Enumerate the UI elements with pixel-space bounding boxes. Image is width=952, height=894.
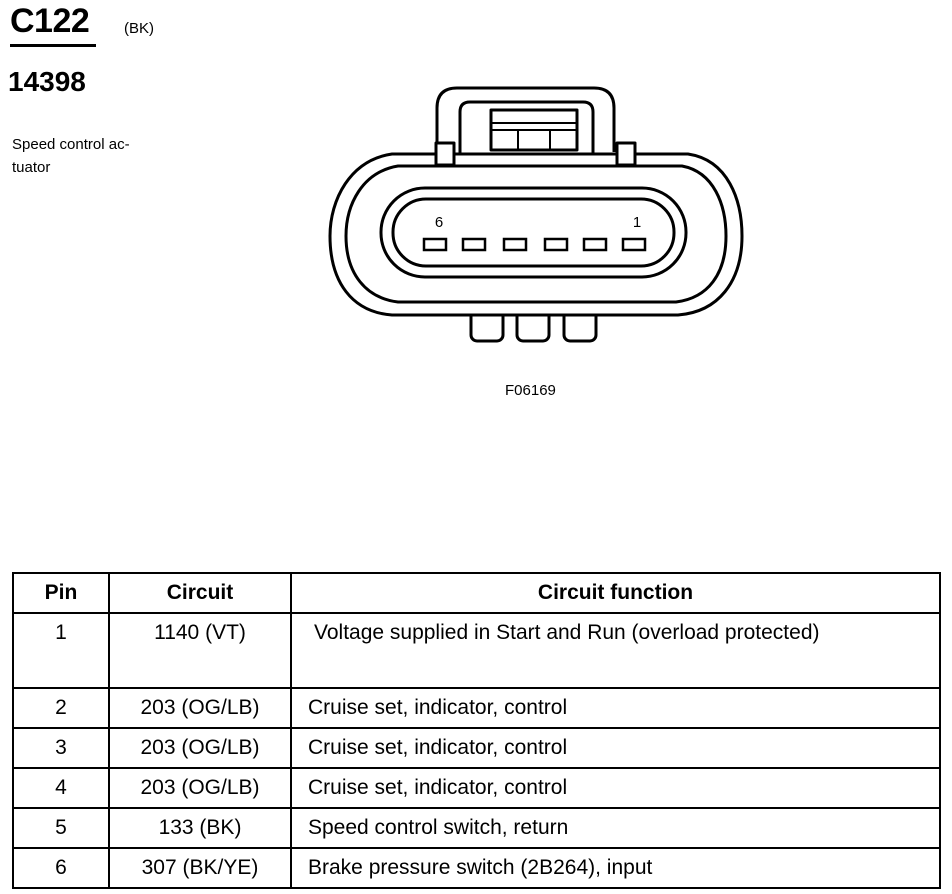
table-header-row (13, 573, 940, 613)
table-row (13, 613, 940, 688)
circuit-code: 203 (OG/LB) (109, 728, 291, 768)
pin-label-left: 6 (434, 214, 444, 231)
side-clip-left (436, 143, 454, 165)
connector-face-diagram (0, 0, 952, 420)
pin-6 (424, 239, 446, 250)
pin-number: 1 (13, 613, 109, 688)
circuit-function: Cruise set, indicator, control (291, 728, 940, 768)
pin-cavity-inner (393, 199, 674, 266)
table-row (13, 808, 940, 848)
connector-id: C122 (10, 2, 90, 40)
circuit-code: 307 (BK/YE) (109, 848, 291, 888)
pin-label-right: 1 (632, 214, 642, 231)
circuit-function: Cruise set, indicator, control (291, 688, 940, 728)
pin-5 (463, 239, 485, 250)
component-name: Speed control ac-tuator (12, 136, 130, 176)
pin-number: 4 (13, 768, 109, 808)
circuit-code: 203 (OG/LB) (109, 688, 291, 728)
circuit-function: Brake pressure switch (2B264), input (291, 848, 940, 888)
pin-2 (584, 239, 606, 250)
pin-3 (545, 239, 567, 250)
table-row (13, 728, 940, 768)
table-row (13, 848, 940, 888)
pin-1 (623, 239, 645, 250)
pin-number: 3 (13, 728, 109, 768)
pin-number: 2 (13, 688, 109, 728)
circuit-function: Speed control switch, return (291, 808, 940, 848)
part-number: 14398 (8, 66, 86, 97)
table-row (13, 688, 940, 728)
circuit-function: Voltage supplied in Start and Run (overload protected) (291, 613, 940, 688)
pin-number: 6 (13, 848, 109, 888)
figure-id: F06169 (505, 382, 556, 399)
header-circuit: Circuit (109, 573, 291, 613)
side-clip-right (617, 143, 635, 165)
pinout-table (12, 572, 941, 889)
header-pin: Pin (13, 573, 109, 613)
pin-4 (504, 239, 526, 250)
circuit-function: Cruise set, indicator, control (291, 768, 940, 808)
pin-number: 5 (13, 808, 109, 848)
circuit-code: 203 (OG/LB) (109, 768, 291, 808)
header-circuit-function: Circuit function (291, 573, 940, 613)
connector-color: (BK) (124, 20, 154, 37)
circuit-code: 1140 (VT) (109, 613, 291, 688)
table-row (13, 768, 940, 808)
circuit-code: 133 (BK) (109, 808, 291, 848)
